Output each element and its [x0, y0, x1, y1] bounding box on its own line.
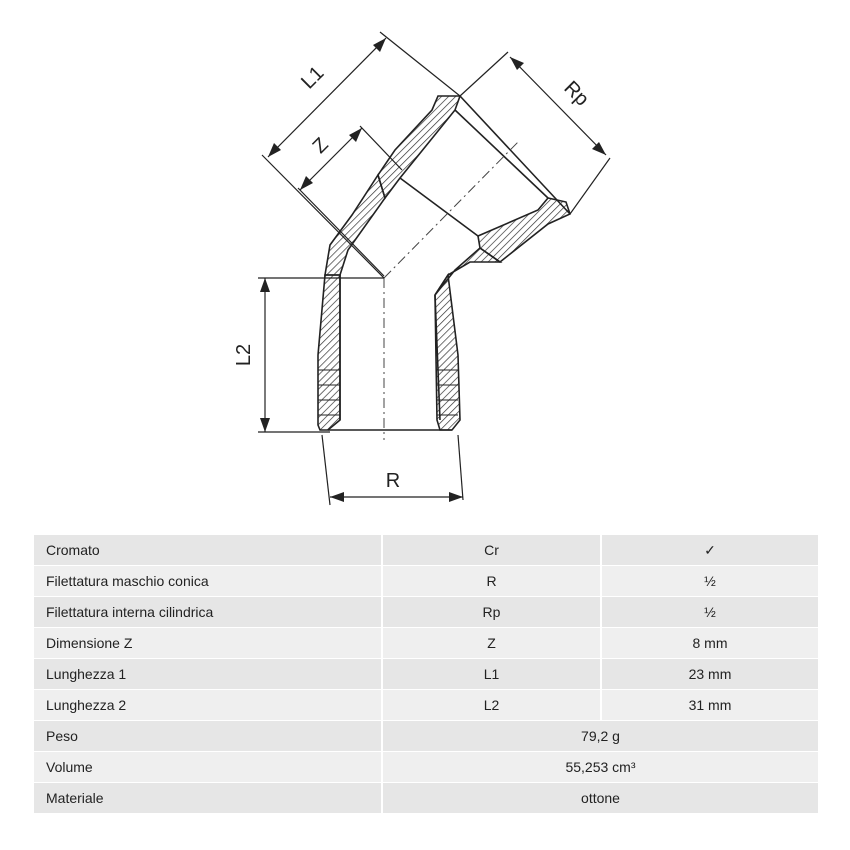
table-row: [34, 566, 818, 596]
row-code: L2: [383, 690, 600, 720]
dimension-rp: [460, 52, 610, 214]
row-value: 31 mm: [602, 690, 818, 720]
row-label: Filettatura maschio conica: [34, 566, 381, 596]
fitting-body: [318, 96, 570, 430]
row-label: Lunghezza 2: [34, 690, 381, 720]
socket-lower-wall: [478, 198, 570, 262]
specification-table: [34, 535, 818, 814]
label-l2: L2: [233, 343, 255, 367]
row-value: 79,2 g: [383, 721, 818, 751]
row-label: Lunghezza 1: [34, 659, 381, 689]
row-code: Z: [383, 628, 600, 658]
row-label: Materiale: [34, 783, 381, 813]
table-row: [34, 535, 818, 565]
row-code: R: [383, 566, 600, 596]
table-row: [34, 752, 818, 782]
row-code: L1: [383, 659, 600, 689]
label-z: Z: [308, 133, 333, 158]
table-row: [34, 690, 818, 720]
table-row: [34, 783, 818, 813]
row-code: Rp: [383, 597, 600, 627]
dimension-l1: [262, 32, 460, 278]
row-value: ✓: [602, 535, 818, 565]
label-l1: L1: [297, 62, 329, 94]
row-label: Filettatura interna cilindrica: [34, 597, 381, 627]
row-label: Volume: [34, 752, 381, 782]
row-value: 55,253 cm³: [383, 752, 818, 782]
row-label: Cromato: [34, 535, 381, 565]
table-row: [34, 628, 818, 658]
row-value: ½: [602, 566, 818, 596]
table-row: [34, 597, 818, 627]
table-row: [34, 721, 818, 751]
socket-upper-wall: [378, 96, 460, 198]
row-value: 8 mm: [602, 628, 818, 658]
row-value: ½: [602, 597, 818, 627]
label-r: R: [385, 470, 401, 492]
row-label: Peso: [34, 721, 381, 751]
label-rp: Rp: [559, 76, 594, 111]
lower-left-wall: [318, 275, 340, 430]
row-label: Dimensione Z: [34, 628, 381, 658]
row-value: 23 mm: [602, 659, 818, 689]
row-code: Cr: [383, 535, 600, 565]
table-row: [34, 659, 818, 689]
row-value: ottone: [383, 783, 818, 813]
